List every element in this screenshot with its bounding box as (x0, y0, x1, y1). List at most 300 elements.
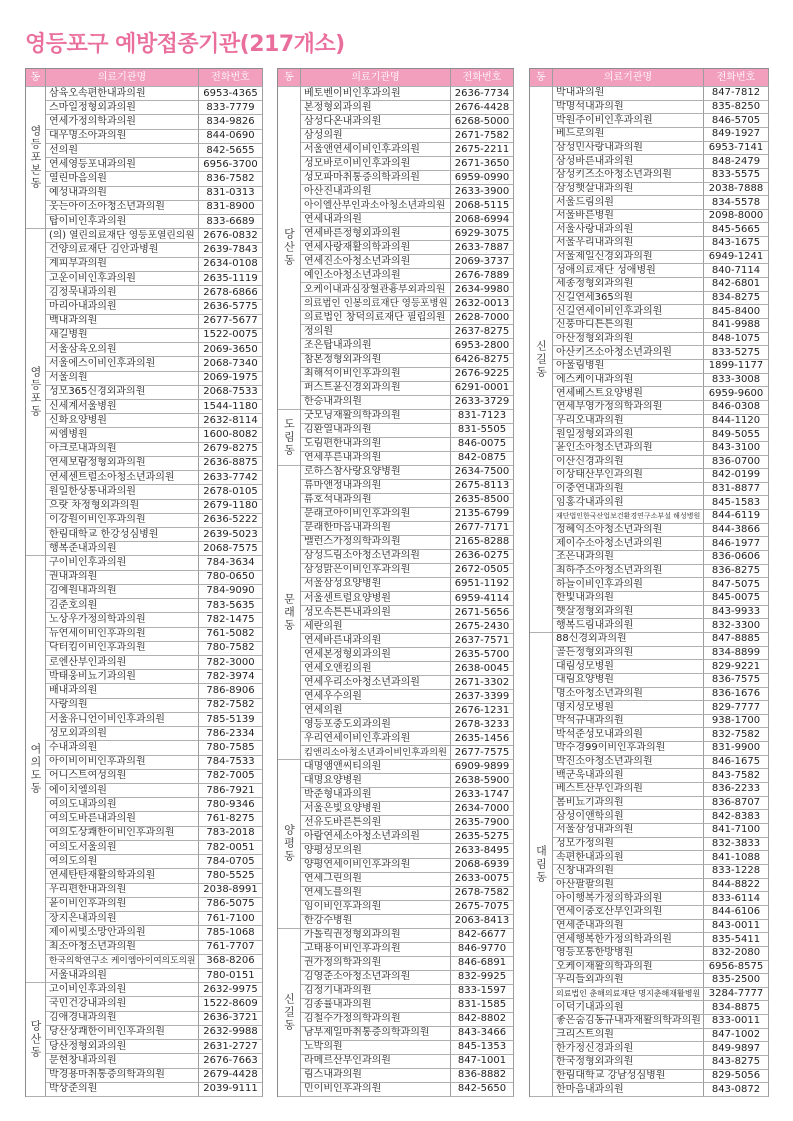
institution-name (553, 237, 704, 251)
phone-number (199, 272, 263, 286)
institution-name-text: 베드로의원 (556, 128, 605, 140)
institution-name-text: 서울내과의원 (49, 969, 107, 981)
institution-name (46, 372, 199, 386)
institution-name (553, 1001, 704, 1015)
phone-number (704, 87, 769, 101)
phone-number (704, 183, 769, 197)
institution-name-text: 서울앤연세이비인후과의원 (304, 143, 420, 155)
institution-name (553, 674, 704, 688)
phone-number (199, 1054, 263, 1068)
phone-number-text: 843-9933 (711, 605, 761, 617)
institution-name-text: 명지성모병원 (556, 701, 614, 713)
institution-name-text: 봄비뇨기과의원 (556, 797, 624, 809)
phone-number-text: 836-8707 (711, 797, 761, 809)
phone-number (704, 1042, 769, 1056)
institution-name-text: 문래한마음내과의원 (304, 522, 391, 534)
institution-name-text: 선의원 (49, 144, 78, 156)
institution-name-text: 로하스참사랑요양병원 (304, 466, 401, 478)
phone-number-text: 2635-1456 (454, 732, 510, 744)
phone-number-text: 844-8822 (711, 878, 761, 890)
institution-name-text: 아산진내과의원 (304, 185, 372, 197)
phone-number (704, 906, 769, 920)
institution-name-text: 선유도바른튼의원 (304, 816, 382, 828)
institution-name-text: 임홍각내과의원 (556, 496, 624, 508)
institution-name (553, 838, 704, 852)
institution-name (46, 770, 199, 784)
phone-number (451, 424, 514, 438)
phone-number (199, 443, 263, 457)
institution-name (553, 961, 704, 975)
institution-name (553, 128, 704, 142)
header-phone (704, 69, 769, 87)
phone-number (451, 311, 514, 325)
institution-name (553, 974, 704, 988)
institution-name (553, 251, 704, 265)
phone-number (451, 480, 514, 494)
phone-number-text: 833-3008 (711, 373, 761, 385)
phone-number (704, 524, 769, 538)
institution-name (46, 727, 199, 741)
institution-name (553, 264, 704, 278)
phone-number (704, 128, 769, 142)
institution-name-text: 여의도내과의원 (49, 798, 117, 810)
institution-name (553, 933, 704, 947)
institution-name-text: 서울센트럴요양병원 (304, 592, 391, 604)
phone-number (199, 243, 263, 257)
phone-number (451, 564, 514, 578)
institution-name (46, 471, 199, 485)
phone-number-text: 833-5575 (711, 169, 761, 181)
institution-name-text: 제이씨빛소망안과의원 (49, 926, 146, 938)
phone-number-text: 2634-7000 (454, 802, 510, 814)
institution-name-text: 예성내과의원 (49, 187, 107, 199)
phone-number-text: 2671-3302 (454, 676, 510, 688)
institution-name (46, 357, 199, 371)
phone-number-text: 845-1583 (711, 496, 761, 508)
phone-number (704, 142, 769, 156)
institution-name-text: 행복드림내과의원 (556, 619, 634, 631)
phone-number (451, 999, 514, 1013)
phone-number-text: 2069-3650 (203, 343, 258, 355)
institution-name-text: 한빛내과의원 (556, 592, 614, 604)
phone-number-text: 847-7812 (711, 87, 761, 99)
phone-number (451, 550, 514, 564)
institution-name-text: 굿모닝재활의학과의원 (304, 410, 401, 422)
phone-number (704, 360, 769, 374)
institution-name-text: 고태용이비인후과의원 (304, 943, 401, 955)
phone-number (704, 961, 769, 975)
page-title: 영등포구 예방접종기관(217개소) (25, 32, 345, 57)
institution-name (46, 784, 199, 798)
phone-number-text: 2634-9980 (454, 283, 510, 295)
phone-number-text: 833-5275 (711, 346, 761, 358)
institution-name-text: 어니스트여성의원 (49, 770, 127, 782)
institution-name (553, 524, 704, 538)
phone-number-text: 6959-0990 (454, 171, 510, 183)
phone-number (451, 690, 514, 704)
phone-number-text: 6959-4114 (454, 592, 510, 604)
institution-name-text: 정의원 (304, 325, 333, 337)
phone-number-text: 2632-9988 (203, 1026, 258, 1038)
phone-number-text: 841-9988 (711, 319, 761, 331)
institution-name-text: 대림요양병원 (556, 674, 614, 686)
phone-number (451, 662, 514, 676)
institution-name (301, 185, 451, 199)
institution-name-text: 여의도상쾌한이비인후과의원 (49, 827, 175, 839)
phone-number (704, 469, 769, 483)
institution-name-text: 류호석내과의원 (304, 494, 372, 506)
phone-number (199, 130, 263, 144)
phone-number-text: 786-2334 (206, 727, 255, 739)
institution-name-text: 세종정형외과의원 (556, 278, 634, 290)
institution-name-text: 박태웅비뇨기과의원 (49, 670, 136, 682)
institution-name (301, 957, 451, 971)
phone-number-text: 2069-1975 (203, 372, 258, 384)
institution-name (46, 642, 199, 656)
institution-name-text: 연세이충호산부인과의원 (556, 906, 663, 918)
institution-name-text: 백군욱내과의원 (556, 769, 624, 781)
institution-name (553, 333, 704, 347)
header-institution-name-text: 의료기관명 (97, 71, 147, 83)
institution-name-text: 연세보람정형외과의원 (49, 457, 146, 469)
institution-name (301, 396, 451, 410)
phone-number-text: 2068-6939 (454, 859, 510, 871)
institution-name-text: 박상준의원 (49, 1083, 98, 1095)
phone-number-text: 2639-5023 (203, 528, 258, 540)
institution-name-text: 노상우가정의학과의원 (49, 613, 146, 625)
institution-name (46, 585, 199, 599)
institution-name-text: 우리들외과의원 (556, 974, 624, 986)
institution-name-text: 삼성의원 (304, 129, 343, 141)
institution-name-text: 로엔산부인과의원 (49, 656, 127, 668)
phone-number-text: 6949-1241 (708, 251, 764, 263)
phone-number-text: 842-8383 (711, 810, 761, 822)
institution-name (553, 305, 704, 319)
institution-name-text: 한림대학교 강남성심병원 (556, 1070, 666, 1082)
institution-name (46, 386, 199, 400)
institution-name-text: 연세바른정형외과의원 (304, 227, 401, 239)
institution-name (46, 286, 199, 300)
institution-name (46, 457, 199, 471)
institution-name-text: 한강수병원 (304, 915, 353, 927)
phone-number (199, 585, 263, 599)
institution-name (301, 634, 451, 648)
phone-number (199, 115, 263, 129)
phone-number (704, 783, 769, 797)
phone-number (451, 578, 514, 592)
phone-number (704, 264, 769, 278)
institution-name-text: 신창내과의원 (556, 865, 614, 877)
phone-number-text: 2631-2727 (203, 1040, 258, 1052)
institution-name-text: 김준호의원 (49, 599, 98, 611)
phone-number (199, 315, 263, 329)
institution-name-text: 예인소아청소년과의원 (304, 269, 401, 281)
institution-name-text: 대림성모병원 (556, 660, 614, 672)
institution-name-text: 삼성다온내과의원 (304, 115, 382, 127)
phone-number (704, 674, 769, 688)
phone-number-text: 847-1001 (457, 1055, 507, 1067)
institution-name-text: 연세부영가정의학과의원 (556, 401, 663, 413)
phone-number (704, 879, 769, 893)
phone-number (451, 325, 514, 339)
institution-name (301, 522, 451, 536)
institution-name-text: 닥터킴이비인후과의원 (49, 642, 146, 654)
phone-number (199, 571, 263, 585)
institution-name-text: 당산상쾌한이비인후과의원 (49, 1026, 165, 1038)
institution-name (46, 542, 199, 556)
phone-number (704, 292, 769, 306)
institution-name-text: 탑이비인후과의원 (49, 215, 127, 227)
institution-name (46, 1083, 199, 1097)
phone-number-text: 6953-7141 (708, 141, 764, 153)
header-phone (451, 69, 514, 87)
phone-number-text: 2636-5222 (203, 514, 258, 526)
phone-number-text: 938-1700 (711, 715, 761, 727)
phone-number-text: 836-8882 (457, 1069, 507, 1081)
phone-number (199, 386, 263, 400)
phone-number (199, 827, 263, 841)
phone-number-text: 2676-7663 (203, 1054, 258, 1066)
phone-number-text: 6291-0001 (454, 382, 510, 394)
phone-number-text: 2675-8113 (454, 480, 510, 492)
institution-name (553, 415, 704, 429)
institution-name-text: 크리스트의원 (556, 1029, 614, 1041)
institution-name (553, 223, 704, 237)
phone-number (199, 357, 263, 371)
phone-number-text: 835-8250 (711, 100, 761, 112)
phone-number (199, 556, 263, 570)
phone-number-text: 845-1353 (457, 1041, 507, 1053)
phone-number-text: 783-2018 (206, 827, 255, 839)
phone-number (199, 656, 263, 670)
dong-label-text: 당산동 (29, 1020, 42, 1060)
institution-name (46, 556, 199, 570)
institution-name (553, 756, 704, 770)
institution-name-text: 고운이비인후과의원 (49, 272, 136, 284)
institution-name-text: 신화요양병원 (49, 414, 107, 426)
phone-number-text: 2135-6799 (454, 508, 510, 520)
institution-name (301, 311, 451, 325)
phone-number-text: 2068-7340 (203, 357, 258, 369)
institution-table-1 (25, 68, 263, 1097)
phone-number-text: 6959-9600 (708, 387, 764, 399)
phone-number-text: 846-0075 (457, 438, 507, 450)
institution-name-text: 서울은빛요양병원 (304, 802, 382, 814)
phone-number-text: 835-2500 (711, 974, 761, 986)
institution-name-text: 사랑의원 (49, 699, 88, 711)
institution-name-text: 배내과의원 (49, 685, 98, 697)
phone-number (451, 929, 514, 943)
phone-number (704, 155, 769, 169)
phone-number-text: 843-0872 (711, 1083, 761, 1095)
phone-number (451, 774, 514, 788)
phone-number-text: 829-7777 (711, 701, 761, 713)
institution-name-text: 아이엘산부인과소아청소년과의원 (304, 199, 446, 211)
institution-name (46, 1012, 199, 1026)
institution-name-text: 연세우리소아청소년과의원 (304, 676, 420, 688)
institution-name-text: 삼성바른내과의원 (556, 155, 634, 167)
institution-name (301, 1083, 451, 1097)
phone-number-text: 2676-4428 (454, 101, 510, 113)
institution-name-text: 삼성이앤학의원 (556, 810, 624, 822)
phone-number (704, 769, 769, 783)
phone-number (451, 241, 514, 255)
phone-number (199, 941, 263, 955)
institution-name-text: 성모가정의원 (556, 837, 614, 849)
institution-name-text: 림스내과의원 (304, 1069, 362, 1081)
phone-number (199, 542, 263, 556)
institution-name-text: 성모속튼튼내과의원 (304, 606, 391, 618)
institution-name-text: 이중연내과의원 (556, 483, 624, 495)
institution-name (553, 537, 704, 551)
institution-name-text: 명소아청소년과의원 (556, 687, 643, 699)
institution-name-text: 에이치엘의원 (49, 784, 107, 796)
phone-number-text: 2038-8991 (203, 884, 258, 896)
phone-number-text: 6956-8575 (708, 960, 764, 972)
institution-name-text: 아산키즈소아청소년과의원 (556, 346, 672, 358)
phone-number-text: 843-8275 (711, 1056, 761, 1068)
institution-name-text: 대우명소아과의원 (49, 130, 127, 142)
institution-name-text: 성애의료재단 성애병원 (556, 264, 656, 276)
institution-name (301, 732, 451, 746)
institution-name (46, 414, 199, 428)
institution-name (301, 550, 451, 564)
institution-name-text: 노박의원 (304, 1041, 343, 1053)
institution-name-text: 신세계서울병원 (49, 400, 117, 412)
institution-name (553, 196, 704, 210)
institution-name (46, 258, 199, 272)
header-dong-text: 동 (284, 71, 294, 83)
phone-number (704, 223, 769, 237)
phone-number-text: 786-7921 (206, 784, 255, 796)
institution-name (46, 855, 199, 869)
institution-name-text: 한국정형외과의원 (556, 1056, 634, 1068)
institution-name-text: 아이비이비인후과의원 (49, 756, 146, 768)
institution-name (301, 859, 451, 873)
institution-name (301, 143, 451, 157)
institution-name (301, 564, 451, 578)
institution-name (301, 887, 451, 901)
institution-name-text: 서울의원 (49, 372, 88, 384)
phone-number-text: 2671-3650 (454, 157, 510, 169)
institution-name (301, 1055, 451, 1069)
institution-name-text: 한승내과의원 (304, 396, 362, 408)
institution-name (553, 728, 704, 742)
phone-number (451, 1055, 514, 1069)
phone-number (451, 802, 514, 816)
dong-label-text: 문래동 (282, 593, 296, 633)
institution-name (301, 382, 451, 396)
phone-number-text: 785-5139 (206, 713, 255, 725)
phone-number-text: 842-0199 (711, 469, 761, 481)
phone-number (704, 851, 769, 865)
institution-name (301, 87, 451, 101)
institution-name-text: 삼성맑은이비인후과의원 (304, 564, 411, 576)
phone-number (704, 606, 769, 620)
phone-number-text: 845-0075 (711, 592, 761, 604)
phone-number-text: 786-8906 (206, 685, 255, 697)
institution-name (46, 172, 199, 186)
institution-name (301, 901, 451, 915)
phone-number-text: 2676-0832 (203, 229, 258, 241)
institution-name-text: 박석규내과의원 (556, 715, 624, 727)
institution-name (553, 319, 704, 333)
phone-number-text: 782-7005 (206, 770, 255, 782)
phone-number (199, 1026, 263, 1040)
phone-number-text: 848-1075 (711, 332, 761, 344)
institution-name (46, 1054, 199, 1068)
institution-name-text: 참본정형외과의원 (304, 354, 382, 366)
phone-number-text: 2675-2211 (454, 143, 510, 155)
phone-number-text: 849-9897 (711, 1042, 761, 1054)
phone-number-text: 2676-1231 (454, 704, 510, 716)
phone-number-text: 2038-7888 (708, 182, 764, 194)
institution-name (46, 243, 199, 257)
phone-number-text: 2068-7575 (203, 542, 258, 554)
phone-number-text: 782-3974 (206, 670, 255, 682)
institution-name-text: 성모외과의원 (49, 727, 107, 739)
phone-number (704, 169, 769, 183)
phone-number-text: 843-1675 (711, 237, 761, 249)
institution-name-text: 최소아청소년과의원 (49, 941, 136, 953)
phone-number-text: 832-2080 (711, 947, 761, 959)
institution-name (553, 988, 704, 1002)
institution-name (46, 130, 199, 144)
institution-name-text: 연세본정형외과의원 (304, 648, 391, 660)
institution-name (301, 873, 451, 887)
institution-name (301, 466, 451, 480)
dong-label (278, 466, 301, 761)
phone-number-text: 831-0313 (206, 187, 255, 199)
dong-label (278, 410, 301, 466)
phone-number-text: 834-9826 (206, 116, 255, 128)
institution-name (46, 500, 199, 514)
institution-name (46, 613, 199, 627)
institution-name (46, 713, 199, 727)
phone-number-text: 2677-7171 (454, 522, 510, 534)
institution-name-text: 연세내과의원 (304, 213, 362, 225)
phone-number-text: 6951-1192 (454, 578, 510, 590)
institution-name-text: 성모바로이비인후과의원 (304, 157, 411, 169)
phone-number (199, 514, 263, 528)
phone-number-text: 2638-0045 (454, 662, 510, 674)
phone-number (199, 926, 263, 940)
institution-name-text: 신길연세이비인후과의원 (556, 305, 663, 317)
institution-name (553, 701, 704, 715)
header-phone-text: 전화번호 (716, 71, 756, 83)
phone-number-text: 2678-6866 (203, 286, 258, 298)
institution-name-text: 세란의원 (304, 620, 343, 632)
institution-name (553, 114, 704, 128)
institution-name (301, 480, 451, 494)
phone-number-text: 844-6119 (711, 510, 761, 522)
phone-number-text: 6268-5000 (454, 115, 510, 127)
institution-name (553, 769, 704, 783)
institution-name (553, 155, 704, 169)
institution-name-text: 이강원이비인후과의원 (49, 514, 146, 526)
phone-number-text: 761-8275 (206, 813, 255, 825)
phone-number (451, 732, 514, 746)
phone-number (704, 537, 769, 551)
institution-name (46, 841, 199, 855)
institution-name-text: 하늘이비인후과의원 (556, 578, 643, 590)
phone-number (199, 798, 263, 812)
institution-name (301, 1013, 451, 1027)
phone-number (199, 215, 263, 229)
phone-number-text: 831-9900 (711, 742, 761, 754)
phone-number-text: 834-8875 (711, 1001, 761, 1013)
dong-label-text: 신길동 (282, 992, 296, 1032)
